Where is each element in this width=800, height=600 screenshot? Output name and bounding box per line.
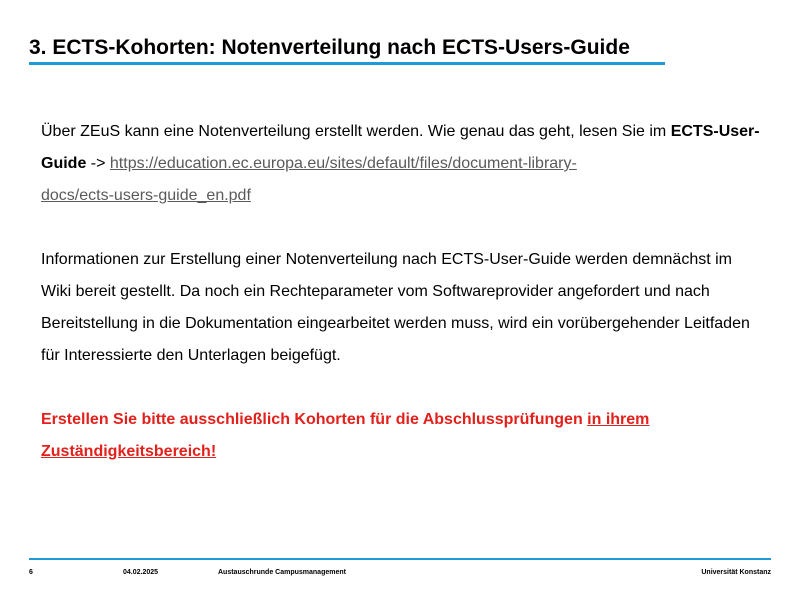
title-underline	[29, 62, 665, 65]
info-paragraph: Informationen zur Erstellung einer Notenverteilung nach ECTS-User-Guide werden demnächst im Wiki bereit gestellt. Da noch ein Rechteparameter vom Softwareprovider angefordert und nach Bereitstellung in die Dokumentation eingearbeitet werden muss, wird ein vorübergehender Leitfaden für Interessierte den Unterlagen beigefügt.	[41, 251, 750, 364]
page-number: 6	[29, 569, 33, 576]
intro-text: Über ZEuS kann eine Notenverteilung erstellt werden. Wie genau das geht, lesen Sie im	[41, 123, 671, 140]
guide-link-part2: docs/ects-users-guide_en.pdf	[41, 187, 251, 204]
warning-text: Erstellen Sie bitte ausschließlich Kohorten für die Abschlussprüfungen	[41, 411, 588, 428]
footer-date: 04.02.2025	[123, 569, 159, 576]
slide-title: 3. ECTS-Kohorten: Notenverteilung nach ECTS-Users-Guide	[29, 36, 630, 59]
slide-content	[41, 116, 761, 468]
warning-paragraph	[41, 404, 761, 468]
intro-paragraph	[41, 116, 761, 212]
footer-rule	[29, 558, 771, 560]
arrow-text: ->	[86, 155, 110, 172]
warning-underlined: in ihrem Zuständigkeitsbereich!	[41, 411, 650, 460]
guide-link[interactable]	[41, 155, 577, 204]
footer-event: Austauschrunde Campusmanagement	[218, 569, 346, 576]
footer-institution: Universität Konstanz	[701, 569, 771, 576]
guide-name: ECTS-User-Guide	[41, 123, 760, 172]
guide-link-part1: https://education.ec.europa.eu/sites/default/files/document-library-	[109, 155, 577, 172]
